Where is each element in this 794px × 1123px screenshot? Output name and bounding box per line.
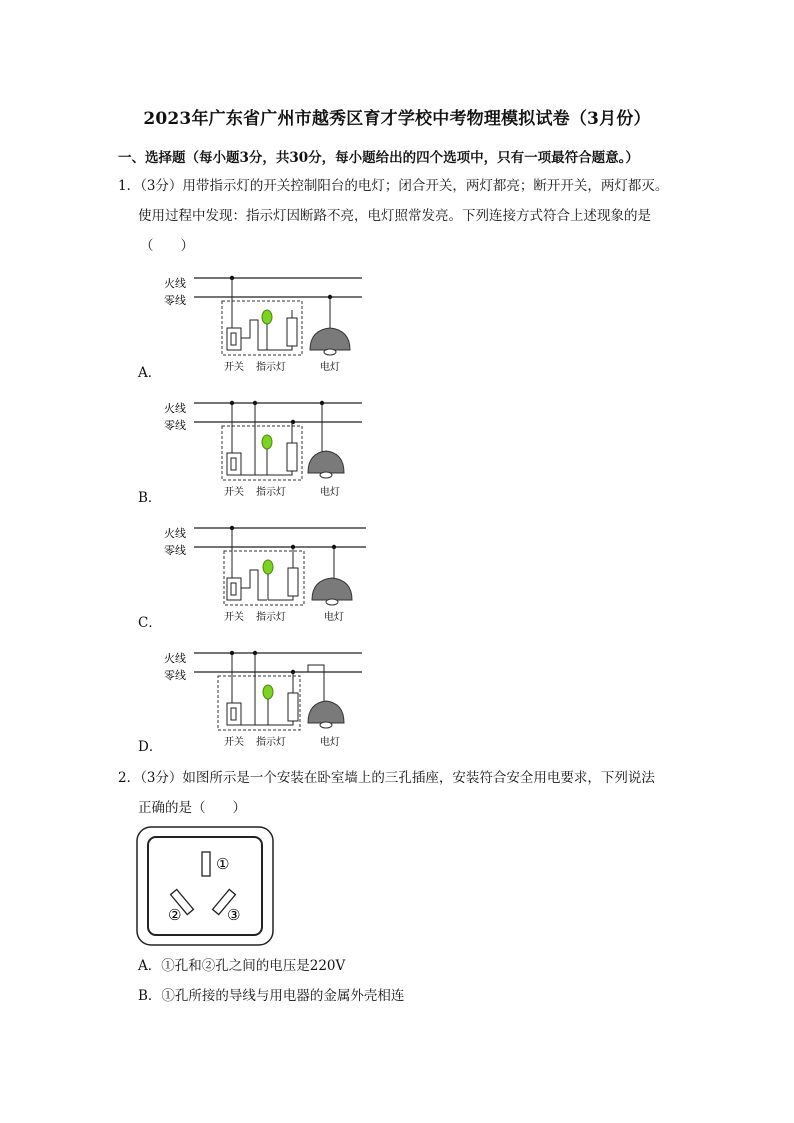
- svg-text:指示灯: 指示灯: [256, 737, 286, 748]
- svg-text:电灯: 电灯: [320, 737, 340, 748]
- hole-label-1: ①: [216, 855, 230, 873]
- svg-text:电灯: 电灯: [324, 612, 344, 623]
- q1-diagram-d: [160, 645, 370, 755]
- lamp-icon: [308, 701, 344, 723]
- lamp-icon: [310, 328, 350, 350]
- svg-text:零线: 零线: [164, 669, 186, 682]
- svg-text:开关: 开关: [224, 612, 244, 623]
- section-heading: 一、选择题（每小题3分，共30分，每小题给出的四个选项中，只有一项最符合题意。）: [118, 150, 639, 166]
- q1-stem-line1: 1．（3分）用带指示灯的开关控制阳台的电灯；闭合开关，两灯都亮；断开开关，两灯都灭。: [118, 178, 669, 194]
- lamp-icon: [308, 451, 344, 473]
- option-a[interactable]: A．: [138, 365, 162, 381]
- svg-text:电灯: 电灯: [320, 487, 340, 498]
- svg-text:火线: 火线: [164, 652, 186, 665]
- socket-diagram: [136, 826, 276, 948]
- lamp-icon: [312, 578, 352, 600]
- q2-stem-line1: 2．（3分）如图所示是一个安装在卧室墙上的三孔插座，安装符合安全用电要求，下列说法: [118, 770, 655, 786]
- svg-text:开关: 开关: [224, 737, 244, 748]
- indicator-led-icon: [262, 435, 272, 449]
- q1-stem-line2: 使用过程中发现：指示灯因断路不亮，电灯照常发亮。下列连接方式符合上述现象的是: [138, 208, 651, 224]
- option-c[interactable]: C．: [138, 615, 162, 631]
- q2-option-b[interactable]: B．①孔所接的导线与用电器的金属外壳相连: [138, 988, 405, 1004]
- page-title: 2023年广东省广州市越秀区育才学校中考物理模拟试卷（3月份）: [143, 109, 651, 129]
- svg-text:指示灯: 指示灯: [256, 487, 286, 498]
- indicator-led-icon: [262, 310, 272, 324]
- q1-stem-line3: （ ）: [140, 238, 194, 254]
- svg-text:零线: 零线: [164, 544, 186, 557]
- indicator-led-icon: [263, 560, 273, 574]
- socket-hole-1: [202, 852, 210, 876]
- live-wire-label: 火线: [164, 277, 186, 290]
- q1-diagram-b: [160, 395, 370, 505]
- svg-text:开关: 开关: [224, 487, 244, 498]
- q1-diagram-c: [160, 520, 372, 630]
- indicator-label: 指示灯: [256, 362, 286, 373]
- option-d[interactable]: D．: [138, 739, 163, 755]
- svg-text:指示灯: 指示灯: [256, 612, 286, 623]
- switch-label: 开关: [224, 362, 244, 373]
- neutral-wire-label: 零线: [164, 294, 186, 307]
- option-b[interactable]: B．: [138, 490, 162, 506]
- indicator-led-icon: [263, 685, 273, 699]
- svg-text:火线: 火线: [164, 402, 186, 415]
- lamp-label: 电灯: [320, 362, 340, 373]
- hole-label-3: ③: [227, 906, 241, 924]
- svg-text:火线: 火线: [164, 527, 186, 540]
- q2-stem-line2: 正确的是（ ）: [138, 800, 246, 816]
- wire: [241, 320, 267, 350]
- q2-option-a[interactable]: A．①孔和②孔之间的电压是220V: [138, 958, 346, 974]
- hole-label-2: ②: [168, 906, 182, 924]
- q1-diagram-a: [160, 270, 370, 380]
- resistor-icon: [287, 318, 297, 346]
- svg-text:零线: 零线: [164, 419, 186, 432]
